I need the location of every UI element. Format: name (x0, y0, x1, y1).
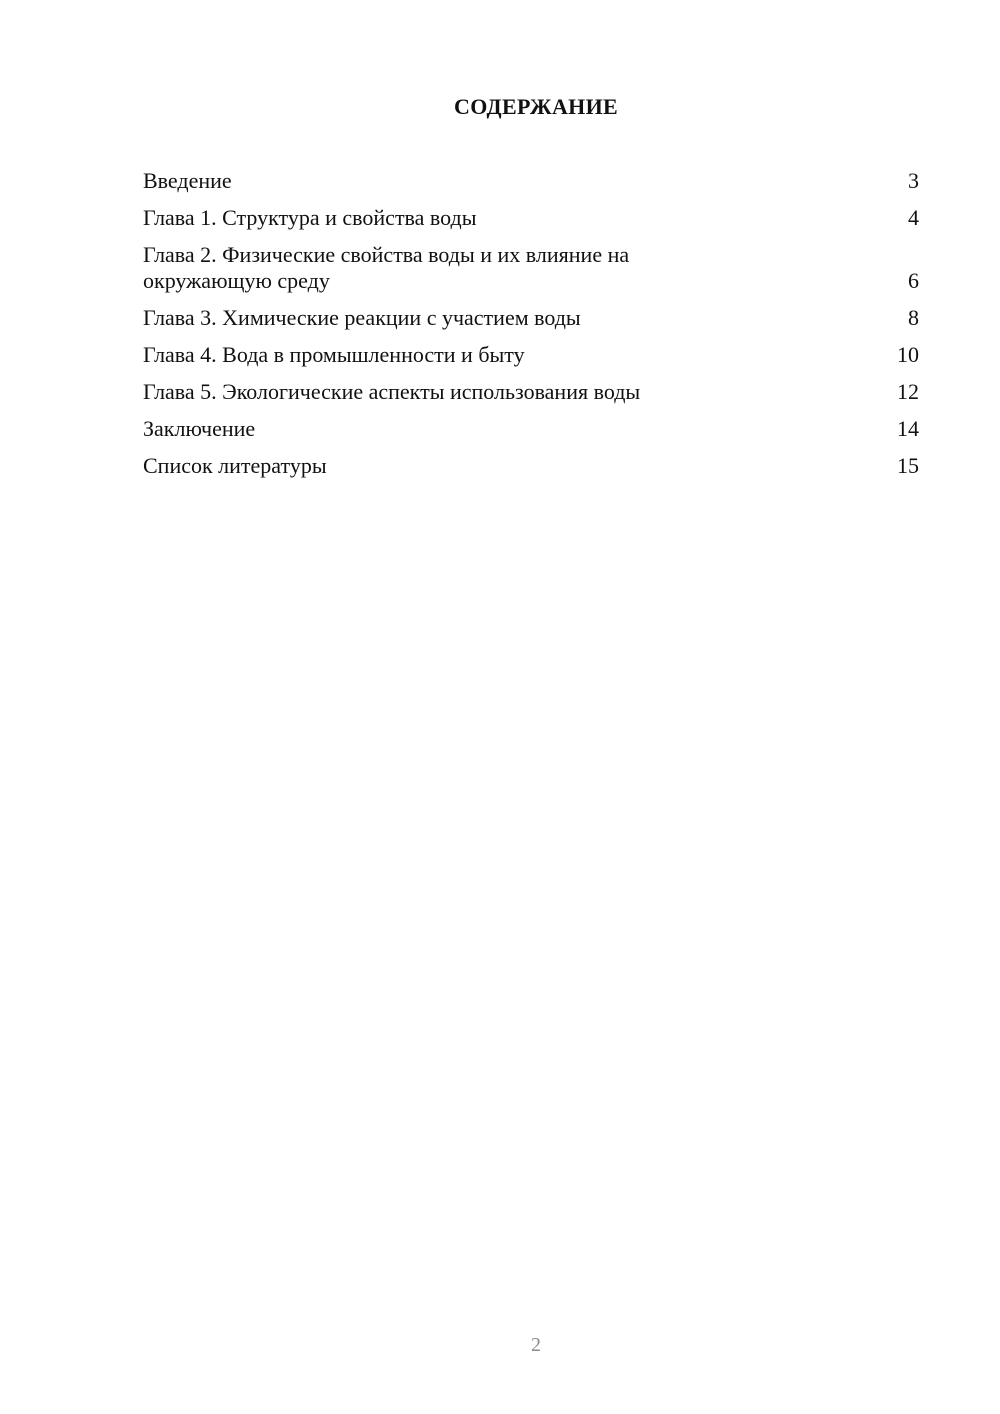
toc-entry-title: Заключение (143, 416, 256, 441)
toc-entry-page: 6 (908, 268, 919, 293)
toc-entry-title: Глава 2. Физические свойства воды и их влияние на окружающую среду (143, 242, 630, 293)
toc-entry-conclusion (143, 416, 919, 442)
toc-entry-page: 4 (908, 205, 919, 230)
toc-entry-page: 14 (897, 416, 919, 441)
toc-entry-page: 10 (897, 342, 919, 367)
toc-entry-chapter-5 (143, 379, 919, 405)
toc-entry-page: 8 (908, 305, 919, 330)
toc-entry-page: 3 (908, 168, 919, 193)
table-of-contents (143, 168, 919, 490)
toc-entry-chapter-2 (143, 242, 919, 294)
toc-entry-chapter-3 (143, 305, 919, 331)
toc-entry-title: Список литературы (143, 453, 327, 478)
toc-entry-title: Глава 5. Экологические аспекты использования воды (143, 379, 641, 404)
toc-entry-title: Введение (143, 168, 232, 193)
toc-entry-title: Глава 3. Химические реакции с участием воды (143, 305, 581, 330)
toc-entry-chapter-4 (143, 342, 919, 368)
toc-entry-page: 12 (897, 379, 919, 404)
toc-entry-page: 15 (897, 453, 919, 478)
toc-entry-chapter-1 (143, 205, 919, 231)
toc-entry-title: Глава 1. Структура и свойства воды (143, 205, 477, 230)
toc-entry-introduction (143, 168, 919, 194)
page-number: 2 (531, 1334, 541, 1356)
toc-entry-references (143, 453, 919, 479)
page-title: СОДЕРЖАНИЕ (454, 94, 618, 119)
toc-entry-title: Глава 4. Вода в промышленности и быту (143, 342, 525, 367)
